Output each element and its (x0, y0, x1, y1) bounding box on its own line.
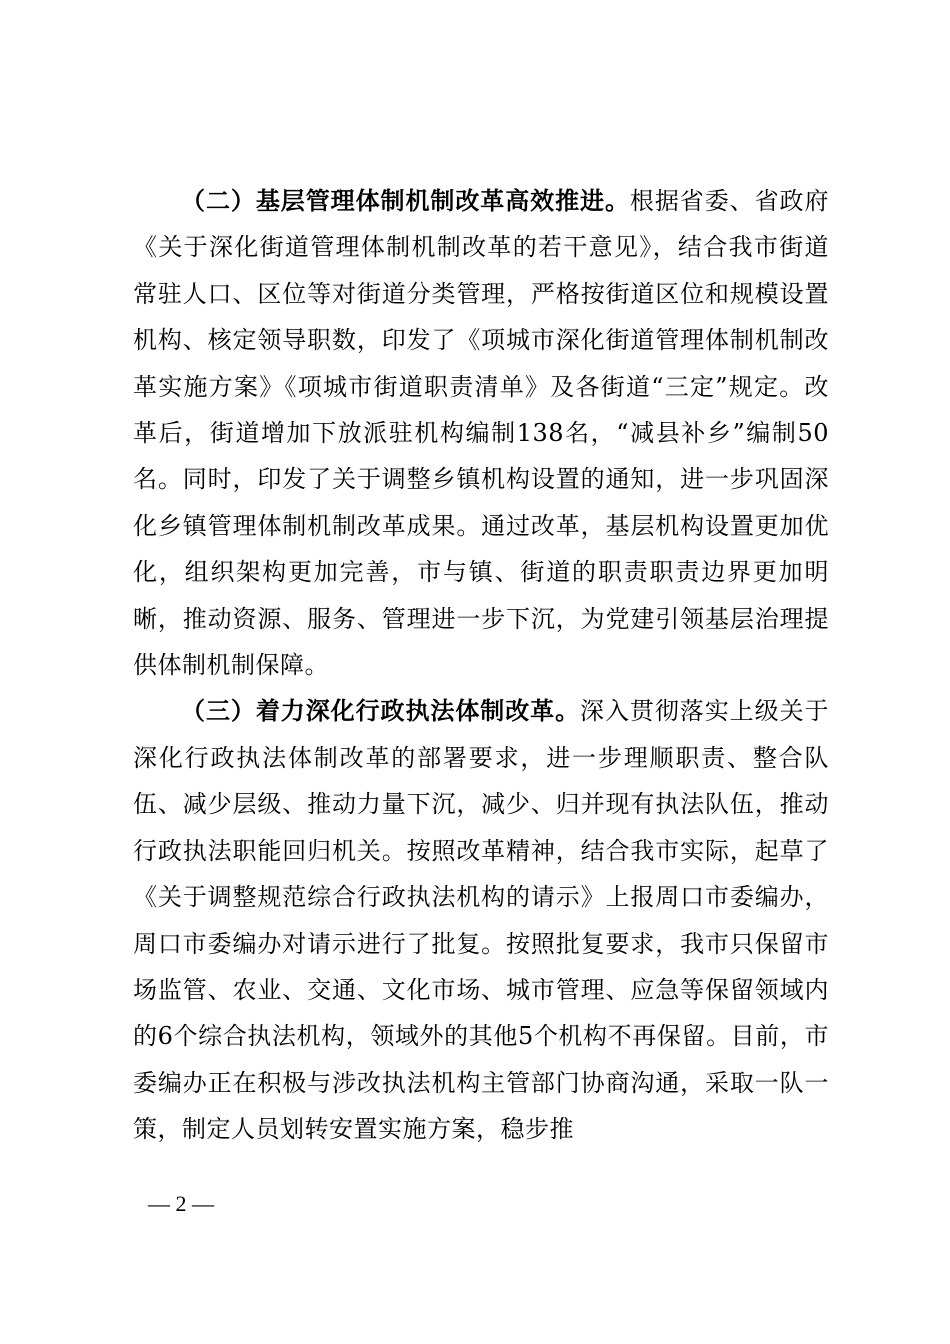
paragraph-heading: （二）基层管理体制机制改革高效推进。 (181, 186, 630, 215)
paragraph-law-enforcement-reform (133, 688, 829, 1152)
paragraph-text: 根据省委、省政府《关于深化街道管理体制机制改革的若干意见》，结合我市街道常驻人口、区位等对街道分类管理，严格按街道区位和规模设置机构、核定领导职数，印发了《项城市深化街道管理体制机制改革实施方案》《项城市街道职责清单》及各街道“三定”规定。改革后，街道增加下放派驻机构编制138名，“减县补乡”编制50名。同时，印发了关于调整乡镇机构设置的通知，进一步巩固深化乡镇管理体制机制改革成果。通过改革，基层机构设置更加优化，组织架构更加完善，市与镇、街道的职责职责边界更加明晰，推动资源、服务、管理进一步下沉，为党建引领基层治理提供体制机制保障。 (133, 187, 830, 680)
paragraph-heading: （三）着力深化行政执法体制改革。 (181, 696, 581, 726)
body-text (133, 178, 829, 1153)
page-number: — 2 — (148, 1191, 214, 1216)
paragraph-text: 深入贯彻落实上级关于深化行政执法体制改革的部署要求，进一步理顺职责、整合队伍、减少层级、推动力量下沉，减少、归并现有执法队伍，推动行政执法职能回归机关。按照改革精神，结合我市实际，起草了《关于调整规范综合行政执法机构的请示》上报周口市委编办，周口市委编办对请示进行了批复。按照批复要求，我市只保留市场监管、农业、交通、文化市场、城市管理、应急等保留领域内的6个综合执法机构，领域外的其他5个机构不再保留。目前，市委编办正在积极与涉改执法机构主管部门协商沟通，采取一队一策，制定人员划转安置实施方案，稳步推 (133, 697, 830, 1144)
paragraph-street-reform (133, 178, 829, 688)
